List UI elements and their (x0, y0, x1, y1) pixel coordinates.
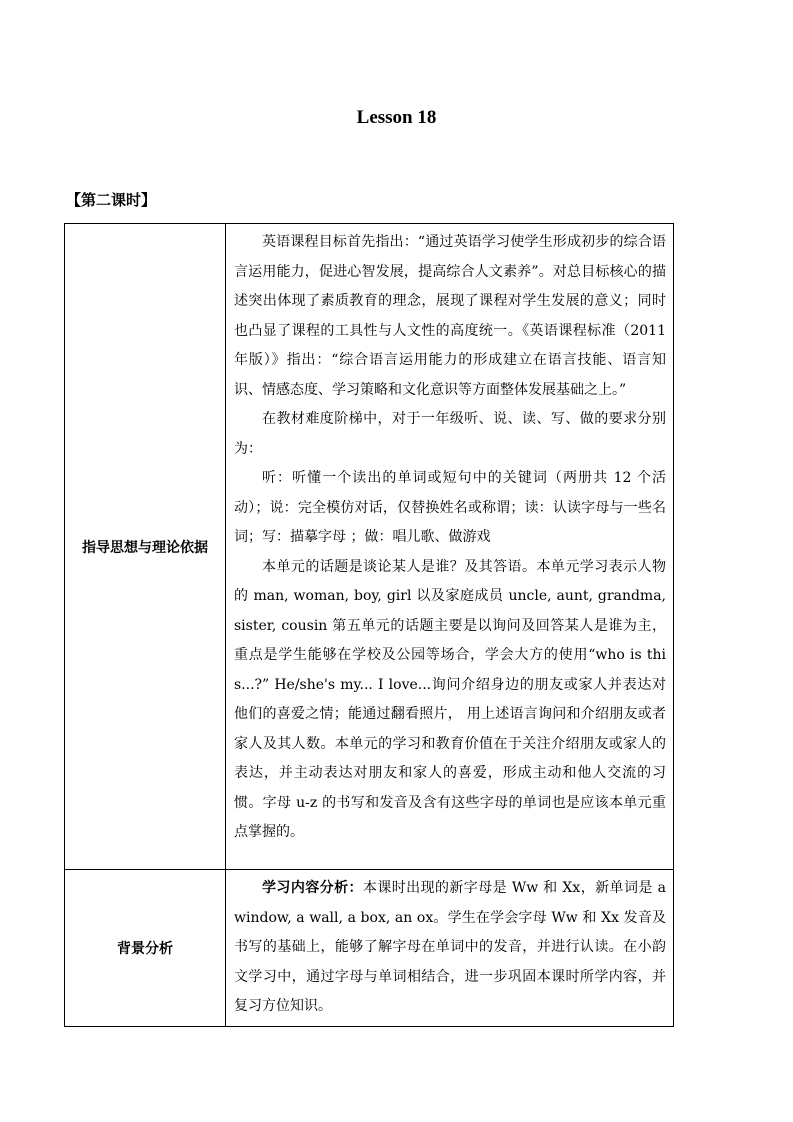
row-label-background: 背景分析 (65, 870, 226, 1027)
row-content-guiding-theory (226, 224, 674, 870)
paragraph-curriculum-goal: 英语课程目标首先指出：“通过英语学习使学生形成初步的综合语言运用能力，促进心智发展，提高综合人文素养”。对总目标核心的描述突出体现了素质教育的理念，展现了课程对学生发展的意义；同时也凸显了课程的工具性与人文性的高度统一。《英语课程标准（2011年版）》指出：“综合语言运用能力的形成建立在语言技能、语言知识、情感态度、学习策略和文化意识等方面整体发展基础之上。” (234, 234, 666, 398)
section-label: 【第二课时】 (66, 191, 157, 209)
row-content-background (226, 870, 674, 1027)
table-row-background (65, 870, 674, 1027)
paragraph-content-analysis (234, 874, 666, 1022)
content-analysis-text: 本课时出现的新字母是 Ww 和 Xx，新单词是 a window, a wall, a box, an ox。学生在学会字母 Ww 和 Xx 发音及书写的基础上，能够了解字母在单词中的发音，并进行认读。在小韵文学习中，通过字母与单词相结合，进一步巩固本课时所学内容，并复习方位知识。 (234, 880, 666, 1014)
row-label-guiding-theory: 指导思想与理论依据 (65, 224, 226, 870)
paragraph-difficulty-ladder: 在教材难度阶梯中，对于一年级听、说、读、写、做的要求分别为： (234, 411, 666, 457)
paragraph-unit-topic: 本单元的话题是谈论某人是谁？及其答语。本单元学习表示人物的 man, woman, boy, girl 以及家庭成员 uncle, aunt, grandma, sister, cousin 第五单元的话题主要是以询问及回答某人是谁为主， 重点是学生能够在学校及公园等场合，学会大方的使用“who is this...?” He/she's my... I love...询问介绍身边的朋友或家人并表达对他们的喜爱之情；能通过翻看照片， 用上述语言询问和介绍朋友或者家人及其人数。本单元的学习和教育价值在于关注介绍朋友或家人的表达，并主动表达对朋友和家人的喜爱，形成主动和他人交流的习惯。字母 u-z 的书写和发音及含有这些字母的单词也是应该本单元重点掌握的。 (234, 558, 666, 840)
lesson-plan-table (64, 223, 674, 1027)
table-row-guiding-theory (65, 224, 674, 870)
content-analysis-lead: 学习内容分析： (262, 880, 363, 896)
document-title: Lesson 18 (356, 107, 437, 128)
paragraph-skill-requirements: 听：听懂一个读出的单词或短句中的关键词（两册共 12 个活动）；说：完全模仿对话，仅替换姓名或称谓；读：认读字母与一些名词；写：描摹字母 ；做：唱儿歌、做游戏 (234, 470, 666, 545)
